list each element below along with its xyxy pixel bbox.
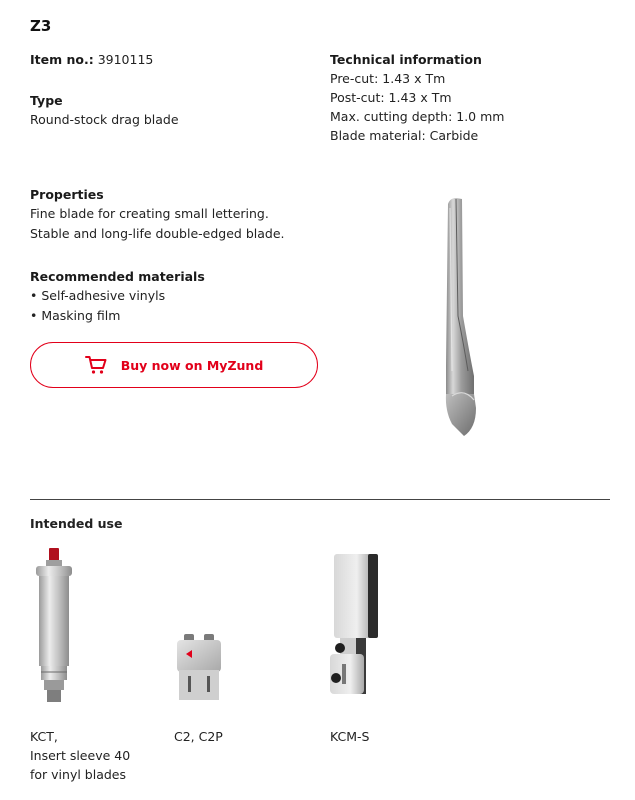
- intended-use-label: Intended use: [30, 516, 123, 531]
- material-item: • Masking film: [30, 308, 121, 323]
- item-number-label: Item no.:: [30, 52, 94, 67]
- type-label: Type: [30, 93, 63, 108]
- kct-caption-line: KCT,: [30, 729, 58, 744]
- tech-line-material: Blade material: Carbide: [330, 128, 479, 143]
- item-number-value: 3910115: [97, 52, 154, 67]
- buy-now-button[interactable]: [30, 342, 318, 388]
- section-divider: [30, 499, 610, 500]
- properties-label: Properties: [30, 187, 104, 202]
- tech-line-depth: Max. cutting depth: 1.0 mm: [330, 109, 505, 124]
- properties-line-1: Fine blade for creating small lettering.: [30, 206, 269, 221]
- kcm-s-tool-image: [326, 552, 382, 702]
- type-section: [30, 91, 320, 129]
- technical-information: [330, 50, 610, 145]
- blade-image: [430, 196, 490, 446]
- kct-caption: [30, 727, 130, 784]
- tech-line-precut: Pre-cut: 1.43 x Tm: [330, 71, 446, 86]
- materials-label: Recommended materials: [30, 269, 205, 284]
- material-item: • Self-adhesive vinyls: [30, 288, 166, 303]
- product-title: Z3: [30, 17, 52, 35]
- tech-line-postcut: Post-cut: 1.43 x Tm: [330, 90, 452, 105]
- kcm-s-caption: KCM-S: [330, 729, 370, 744]
- buy-now-label: Buy now on MyZund: [120, 357, 264, 373]
- kct-caption-line: for vinyl blades: [30, 767, 127, 782]
- recommended-materials: [30, 267, 330, 326]
- properties-section: [30, 185, 360, 244]
- c2-tool-image: [174, 632, 224, 704]
- product-info-left: [30, 50, 320, 151]
- properties-line-2: Stable and long-life double-edged blade.: [30, 226, 285, 241]
- c2-caption: C2, C2P: [174, 729, 223, 744]
- technical-label: Technical information: [330, 52, 482, 67]
- kct-tool-image: [30, 546, 78, 706]
- kct-caption-line: Insert sleeve 40: [30, 748, 131, 763]
- cart-icon: [85, 355, 107, 375]
- type-value: Round-stock drag blade: [30, 112, 179, 127]
- item-number: [30, 50, 320, 69]
